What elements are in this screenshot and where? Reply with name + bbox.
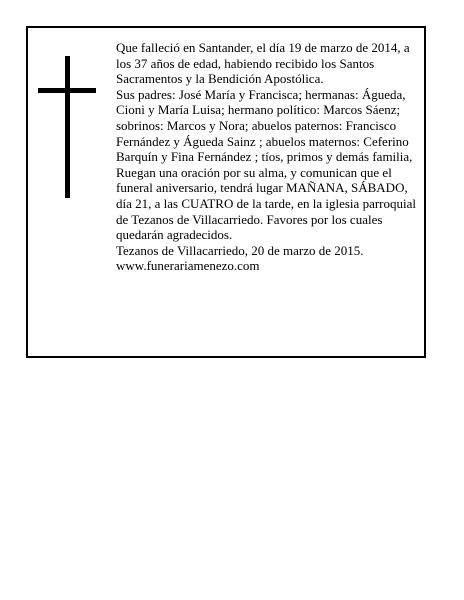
death-announcement: Que falleció en Santander, el día 19 de marzo de 2014, a los 37 años de edad, habiendo recibido los Santos Sacramentos y la Bendición Apostólica. xyxy=(116,40,410,87)
funeral-details: Ruegan una oración por su alma, y comunican que el funeral aniversario, tendrá lugar MAÑANA, SÁBADO, día 21, a las CUATRO de la tarde, en la iglesia parroquial de Tezanos de Villacarriedo. Favores por los cuales quedarán agradecidos. xyxy=(116,164,416,243)
obituary-notice xyxy=(26,26,426,358)
place-date: Tezanos de Villacarriedo, 20 de marzo de 2015. xyxy=(116,242,364,258)
funeral-home-website: www.funerariamenezo.com xyxy=(116,258,260,274)
notice-text xyxy=(116,40,422,274)
cross-vertical-bar xyxy=(65,56,70,198)
cross-icon xyxy=(38,56,96,198)
cross-horizontal-bar xyxy=(38,88,96,93)
family-list: Sus padres: José María y Francisca; hermanas: Águeda, Cioni y María Luisa; hermano político: Marcos Sáenz; sobrinos: Marcos y Nora; abuelos paternos: Francisco Fernández y Águeda Sainz ; abuelos maternos: Ceferino Barquín y Fina Fernández ; tíos, primos y demás familia, xyxy=(116,86,413,165)
